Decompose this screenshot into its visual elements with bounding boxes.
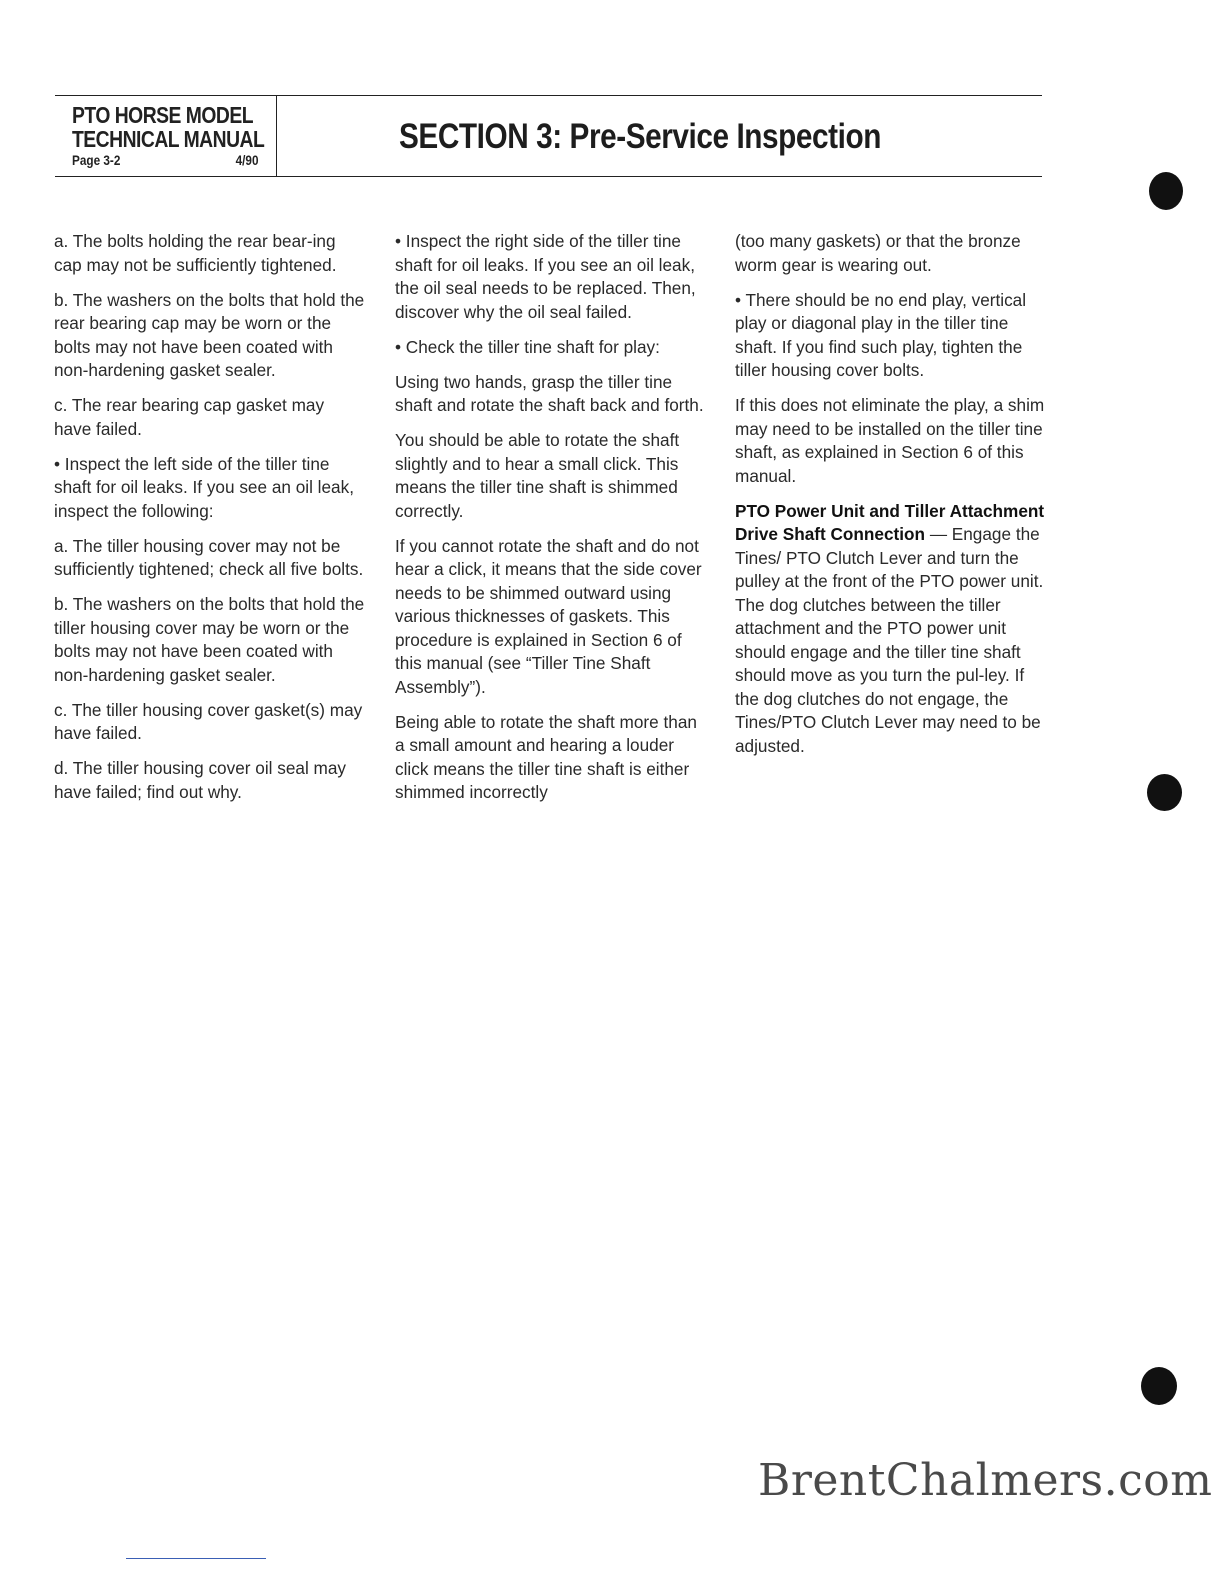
paragraph: If you cannot rotate the shaft and do not hear a click, it means that the side cover needs to be shimmed outward using various thicknesses of gaskets. This procedure is explained in Section 6 of this manual (see “Tiller Tine Shaft Assembly”). (395, 535, 702, 697)
subsection-heading: PTO Power Unit and Tiller Attachment Drive Shaft Connection (735, 500, 1045, 544)
paragraph: (too many gaskets) or that the bronze worm gear is wearing out. (735, 231, 1021, 275)
paragraph-with-heading (735, 500, 1047, 759)
text-column-1 (54, 230, 366, 816)
header-divider (276, 96, 277, 176)
binder-hole (1147, 774, 1182, 811)
paragraph: c. The tiller housing cover gasket(s) may have failed. (54, 699, 363, 743)
page-info (72, 151, 258, 169)
paragraph: If this does not eliminate the play, a shim may need to be installed on the tiller tine shaft, as explained in Section 6 of this manual. (735, 395, 1045, 486)
text-column-3 (735, 230, 1047, 770)
paragraph: Being able to rotate the shaft more than a small amount and hearing a louder click means the tiller tine shaft is either shimmed incorrectly (395, 711, 697, 802)
text-column-2 (395, 230, 707, 816)
paragraph: Using two hands, grasp the tiller tine shaft and rotate the shaft back and forth. (395, 371, 704, 415)
paragraph: • Inspect the right side of the tiller tine shaft for oil leaks. If you see an oil leak, the oil seal needs to be replaced. Then, discover why the oil seal failed. (395, 231, 696, 322)
paragraph: a. The bolts holding the rear bear-ing cap may not be sufficiently tightened. (54, 231, 337, 275)
subsection-body: — Engage the Tines/ PTO Clutch Lever and turn the pulley at the front of the PTO power unit. The dog clutches between the tiller attachment and the PTO power unit should engage and the tiller tine shaft should move as you turn the pul-ley. If the dog clutches do not engage, the Tines/PTO Clutch Lever may need to be adjusted. (735, 524, 1044, 756)
paragraph: • Check the tiller tine shaft for play: (395, 336, 660, 357)
section-title: SECTION 3: Pre-Service Inspection (399, 117, 881, 156)
binder-hole (1141, 1367, 1177, 1405)
manual-identifier (72, 102, 265, 169)
header-bottom-rule (55, 176, 1042, 177)
footer-line (126, 1558, 266, 1559)
header-top-rule (55, 95, 1042, 96)
paragraph: a. The tiller housing cover may not be sufficiently tightened; check all five bolts. (54, 535, 364, 579)
manual-model-name: PTO HORSE MODEL (72, 102, 254, 128)
paragraph: You should be able to rotate the shaft slightly and to hear a small click. This means the tiller tine shaft is shimmed correctly. (395, 430, 680, 521)
paragraph: • There should be no end play, vertical play or diagonal play in the tiller tine shaft. If you find such play, tighten the tiller housing cover bolts. (735, 289, 1027, 380)
page-number: Page 3-2 (72, 152, 121, 168)
binder-hole (1149, 172, 1183, 210)
revision-date: 4/90 (235, 152, 259, 168)
watermark: BrentChalmers.com (758, 1455, 1213, 1506)
manual-type: TECHNICAL MANUAL (72, 126, 265, 152)
paragraph: • Inspect the left side of the tiller tine shaft for oil leaks. If you see an oil leak, inspect the following: (54, 453, 354, 521)
paragraph: b. The washers on the bolts that hold the rear bearing cap may be worn or the bolts may not have been coated with non-hardening gasket sealer. (54, 289, 365, 380)
paragraph: d. The tiller housing cover oil seal may have failed; find out why. (54, 758, 347, 802)
paragraph: c. The rear bearing cap gasket may have failed. (54, 395, 325, 439)
paragraph: b. The washers on the bolts that hold the tiller housing cover may be worn or the bolts may not have been coated with non-hardening gasket sealer. (54, 594, 365, 685)
